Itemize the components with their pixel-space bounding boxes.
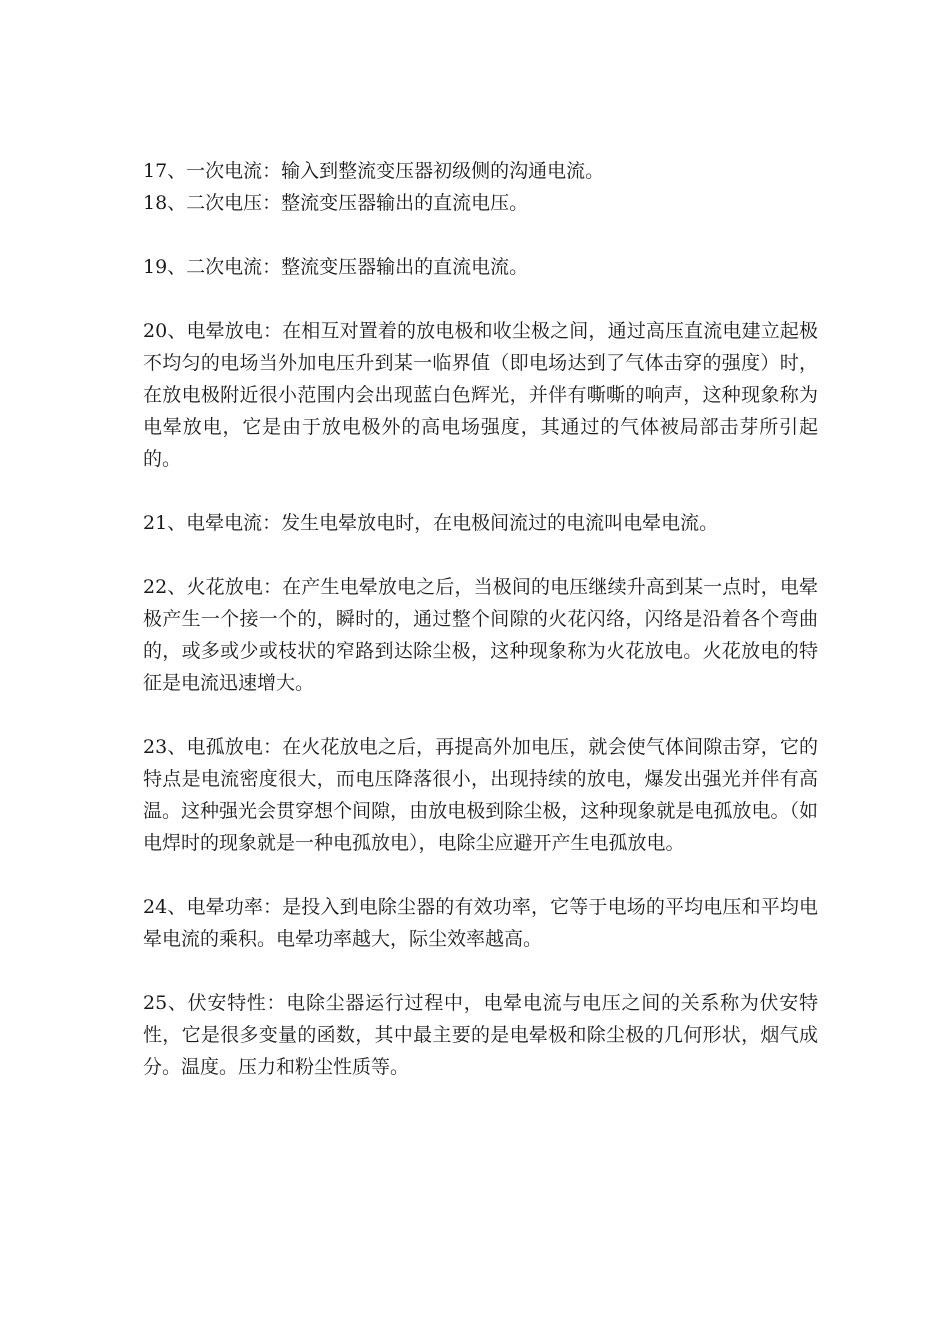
- paragraph-21: 21、电晕电流：发生电晕放电时，在电极间流过的电流叫电晕电流。: [143, 512, 719, 534]
- paragraph-20: 20、电晕放电：在相互对置着的放电极和收尘极之间，通过高压直流电建立起极不均匀的电场当外加电压升到某一临界值（即电场达到了气体击穿的强度）时，在放电极附近很小范围内会出现蓝白色辉光，并伴有嘶嘶的响声，这种现象称为电晕放电，它是由于放电极外的高电场强度，其通过的气体被局部击芽所引起的。: [143, 320, 818, 470]
- paragraph-18: 18、二次电压：整流变压器输出的直流电压。: [143, 192, 529, 214]
- paragraph-gap: [143, 219, 818, 251]
- paragraph-19: 19、二次电流：整流变压器输出的直流电流。: [143, 256, 529, 278]
- paragraph-17: 17、一次电流：输入到整流变压器初级侧的沟通电流。: [143, 160, 605, 182]
- paragraph-24: 24、电晕功率：是投入到电除尘器的有效功率，它等于电场的平均电压和平均电晕电流的乘积。电晕功率越大，际尘效率越高。: [143, 896, 818, 950]
- paragraph-gap: [143, 539, 818, 571]
- paragraph-gap: [143, 283, 818, 315]
- paragraph-gap: [143, 955, 818, 987]
- paragraph-25: 25、伏安特性：电除尘器运行过程中，电晕电流与电压之间的关系称为伏安特性，它是很多变量的函数，其中最主要的是电晕极和除尘极的几何形状，烟气成分。温度。压力和粉尘性质等。: [143, 992, 818, 1078]
- document-body: [143, 155, 818, 1083]
- paragraph-22: 22、火花放电：在产生电晕放电之后，当极间的电压继续升高到某一点时，电晕极产生一个接一个的，瞬时的，通过整个间隙的火花闪络，闪络是沿着各个弯曲的，或多或少或枝状的窄路到达除尘极，这种现象称为火花放电。火花放电的特征是电流迅速增大。: [143, 576, 818, 694]
- paragraph-gap: [143, 859, 818, 891]
- paragraph-gap: [143, 475, 818, 507]
- paragraph-gap: [143, 699, 818, 731]
- paragraph-23: 23、电孤放电：在火花放电之后，再提高外加电压，就会使气体间隙击穿，它的特点是电流密度很大，而电压降落很小，出现持续的放电，爆发出强光并伴有高温。这种强光会贯穿想个间隙，由放电极到除尘极，这种现象就是电孤放电。（如电焊时的现象就是一种电孤放电），电除尘应避开产生电孤放电。: [143, 736, 818, 854]
